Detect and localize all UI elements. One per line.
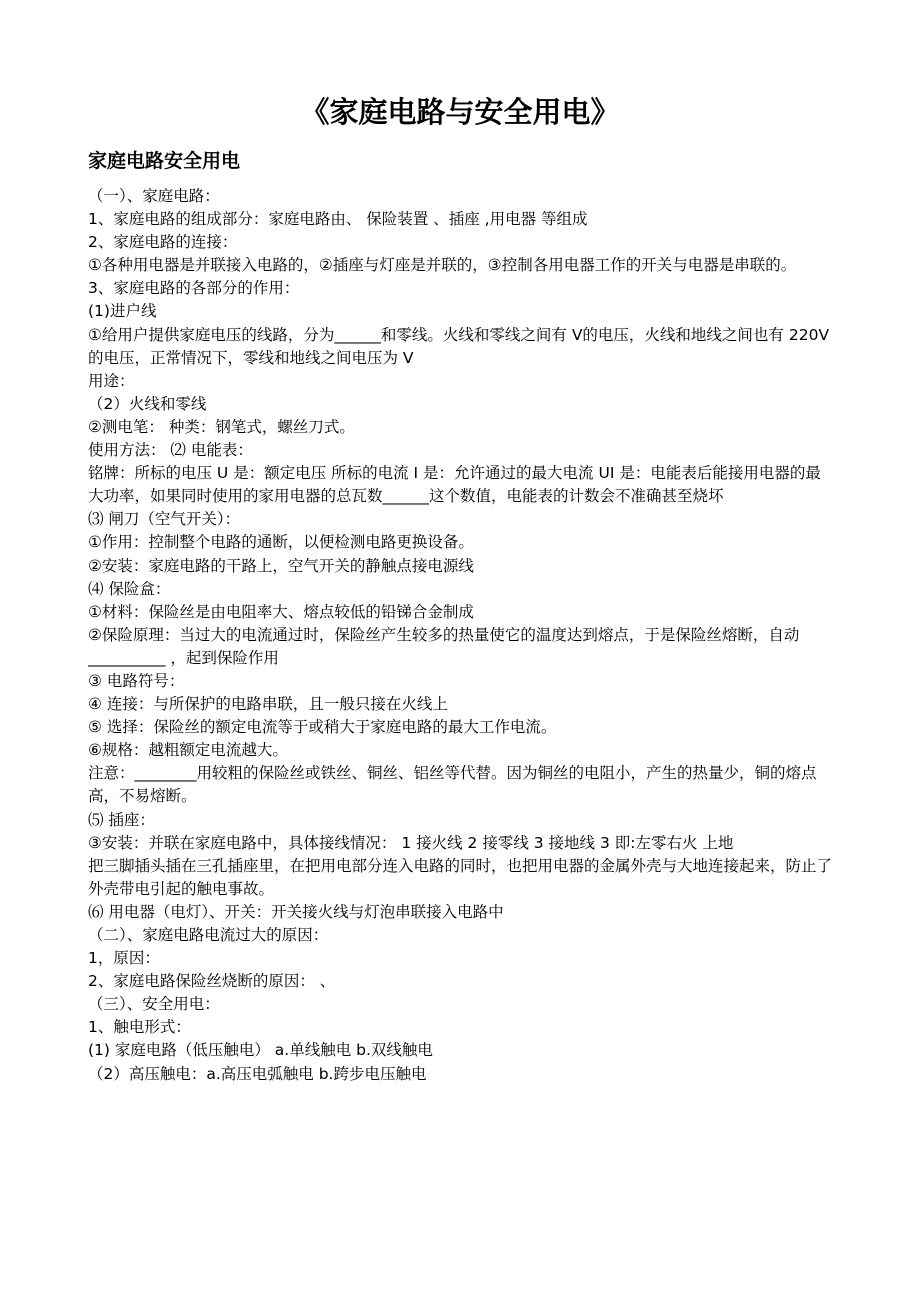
text-line: （三）、安全用电： [88, 995, 220, 1014]
text-line: ②测电笔： 种类：钢笔式，螺丝刀式。 [88, 417, 355, 436]
text-line: （2）高压触电：a.高压电弧触电 b.跨步电压触电 [88, 1064, 427, 1083]
page-title: 《家庭电路与安全用电》 [300, 95, 620, 129]
text-line: ②安装：家庭电路的干路上，空气开关的静触点接电源线 [88, 556, 474, 575]
text-line: 3、家庭电路的各部分的作用： [88, 279, 300, 298]
text-line: （2）火线和零线 [88, 394, 207, 413]
text-line: 1、家庭电路的组成部分：家庭电路由、 保险装置 、插座 ,用电器 等组成 [88, 210, 588, 229]
text-line: 使用方法： ⑵ 电能表： [88, 441, 253, 460]
text-line: ①各种用电器是并联接入电路的，②插座与灯座是并联的，③控制各用电器工作的开关与电器是串联的。 [88, 256, 797, 275]
text-line: (1)进户线 [88, 302, 157, 321]
text-line: 用途： [88, 371, 135, 390]
text-line: ⑤ 选择：保险丝的额定电流等于或稍大于家庭电路的最大工作电流。 [88, 718, 557, 737]
text-line: (1) 家庭电路（低压触电） a.单线触电 b.双线触电 [88, 1041, 433, 1060]
text-line: 1，原因： [88, 949, 160, 968]
text-line: ③安装：并联在家庭电路中，具体接线情况： 1 接火线 2 接零线 3 接地线 3 即:左零右火 上地 [88, 833, 734, 852]
text-line: （一）、家庭电路： [88, 187, 220, 205]
text-line: ①作用：控制整个电路的通断，以便检测电路更换设备。 [88, 533, 474, 552]
text-line: 2、家庭电路的连接： [88, 233, 238, 252]
text-line: ⑶ 闸刀（空气开关）： [88, 510, 241, 529]
text-line: ⑷ 保险盒： [88, 579, 171, 598]
section-heading: 家庭电路安全用电 [88, 150, 241, 172]
text-line: ①给用户提供家庭电压的线路，分为______和零线。火线和零线之间有 V的电压，火线和地线之间也有 220V 的电压，正常情况下，零线和地线之间电压为 V [88, 325, 830, 367]
text-line: 2、家庭电路保险丝烧断的原因： 、 [88, 972, 336, 991]
text-line: 把三脚插头插在三孔插座里，在把用电部分连入电路的同时，也把用电器的金属外壳与大地连接起来，防止了外壳带电引起的触电事故。 [88, 856, 833, 898]
text-line: ③ 电路符号： [88, 671, 185, 690]
document-body [88, 185, 833, 1086]
text-line: 铭牌：所标的电压 U 是：额定电压 所标的电流 I 是：允许通过的最大电流 UI 是：电能表后能接用电器的最大功率，如果同时使用的家用电器的总瓦数______这个数值，电能表的计数会不准确甚至烧坏 [88, 464, 821, 506]
text-line: 1、触电形式： [88, 1018, 191, 1037]
text-line: ⑸ 插座： [88, 810, 155, 829]
text-line: 注意：________用较粗的保险丝或铁丝、铜丝、铝丝等代替。因为铜丝的电阻小，产生的热量少，铜的熔点高，不易熔断。 [88, 764, 817, 806]
text-line: ⑥规格：越粗额定电流越大。 [88, 741, 288, 760]
text-line: ⑹ 用电器（电灯）、开关：开关接火线与灯泡串联接入电路中 [88, 902, 504, 921]
text-line: （二）、家庭电路电流过大的原因： [88, 926, 329, 944]
text-line: ①材料：保险丝是由电阻率大、熔点较低的铅锑合金制成 [88, 602, 474, 621]
text-line: ④ 连接：与所保护的电路串联，且一般只接在火线上 [88, 695, 448, 714]
text-line: ②保险原理：当过大的电流通过时，保险丝产生较多的热量使它的温度达到熔点，于是保险丝熔断，自动__________ ，起到保险作用 [88, 625, 800, 667]
